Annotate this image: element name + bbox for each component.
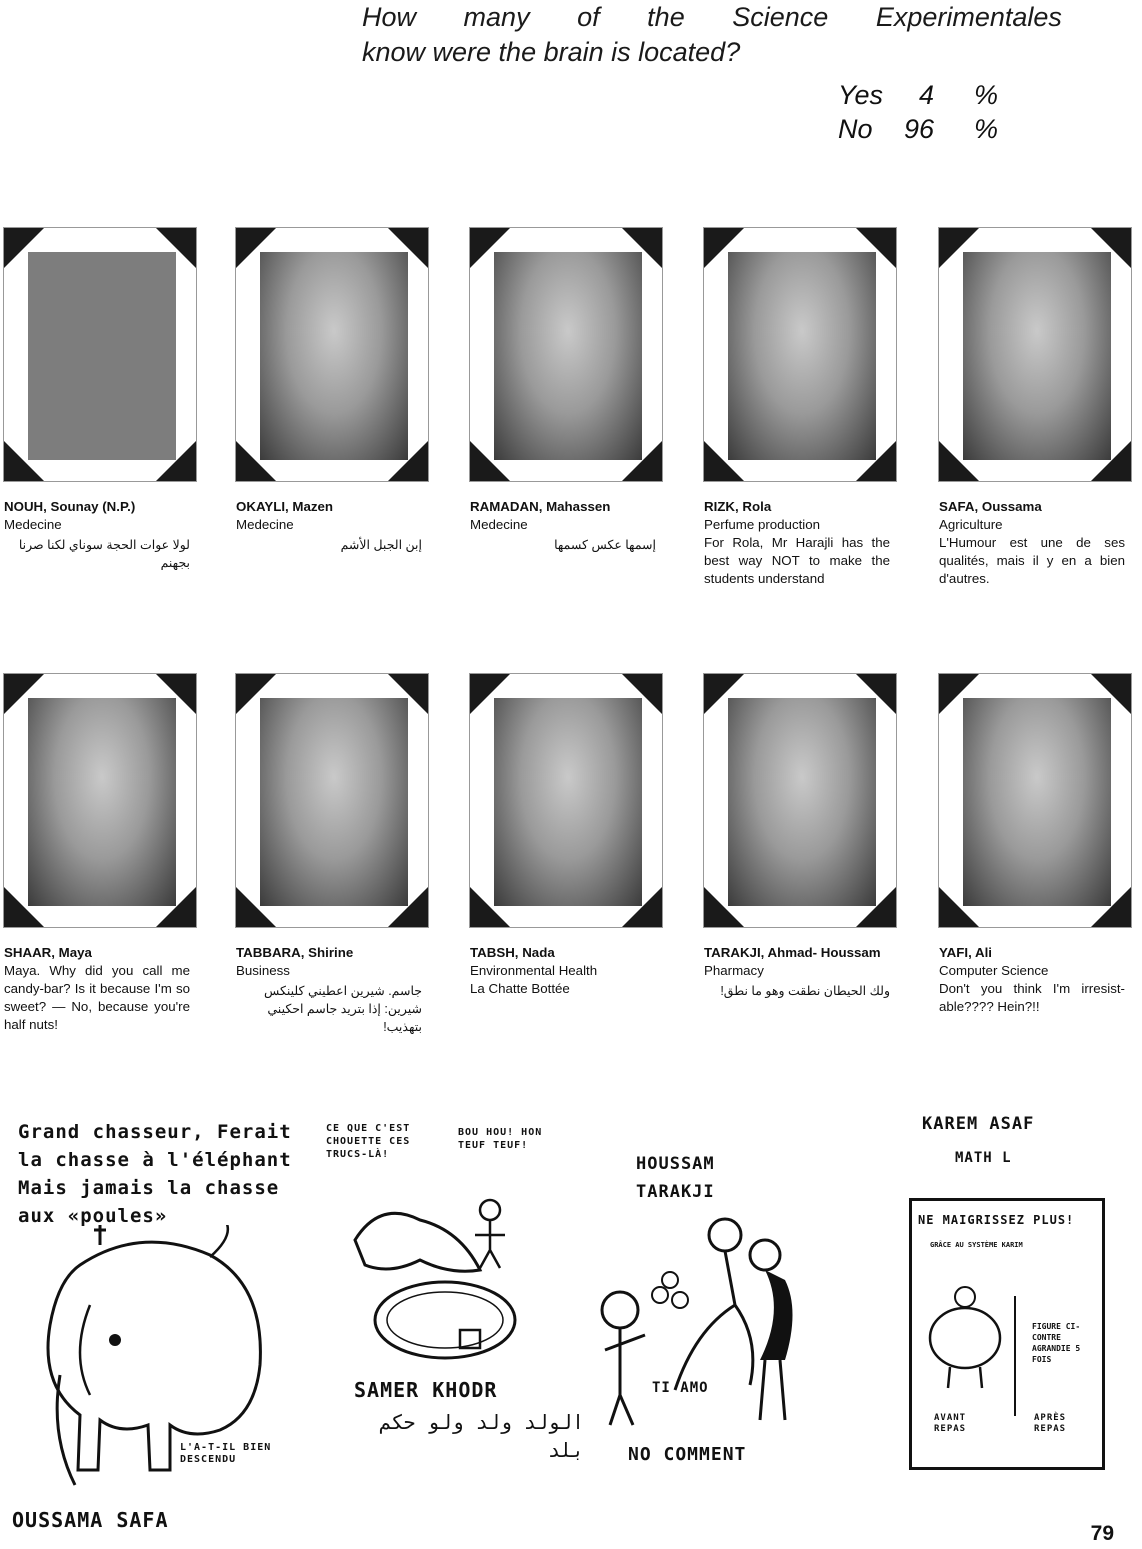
student-photo	[260, 698, 408, 906]
photo-corner	[622, 887, 662, 927]
sketch-khodr-speech-1: CE QUE C'EST CHOUETTE CES TRUCS-LÀ!	[326, 1123, 411, 1160]
student-caption	[704, 498, 890, 588]
student-caption	[470, 944, 656, 998]
photo-corner	[704, 674, 744, 714]
student-photo	[494, 252, 642, 460]
question-line-2: know were the brain is located?	[362, 37, 741, 67]
photo-corner	[156, 674, 196, 714]
photo-corner	[236, 228, 276, 268]
student-quote-arabic: لولا عوات الحجة سوناي لكنا صرنا بجهنم	[18, 538, 190, 570]
photo-frame	[235, 673, 429, 928]
photo-corner	[704, 887, 744, 927]
photo-corner	[1091, 674, 1131, 714]
student-field: Pharmacy	[704, 963, 764, 978]
photo-corner	[388, 228, 428, 268]
student-field: Perfume production	[704, 517, 821, 532]
student-comment: L'Humour est une de ses qualités, mais il y en a bien d'autres.	[939, 535, 1125, 586]
student-quote-arabic: إبن الجبل الأشم	[340, 538, 422, 552]
student-name: TABSH, Nada	[470, 945, 555, 960]
photo-corner	[856, 887, 896, 927]
sketch-tarakji-caption: NO COMMENT	[628, 1444, 747, 1465]
student-photo	[28, 698, 176, 906]
student-quote-arabic: جاسم. شيرين اعطيني كلينكس شيرين: إذا بتريد جاسم احكيني بتهذيب!	[264, 984, 422, 1034]
student-caption	[236, 944, 422, 1036]
photo-corner	[388, 441, 428, 481]
photo-corner	[622, 674, 662, 714]
photo-corner	[236, 441, 276, 481]
photo-corner	[1091, 887, 1131, 927]
diet-ad-title: NE MAIGRISSEZ PLUS!	[918, 1213, 1075, 1227]
student-field: Environmental Health	[470, 963, 598, 978]
photo-frame	[235, 227, 429, 482]
photo-corner	[4, 674, 44, 714]
photo-corner	[156, 887, 196, 927]
student-caption	[4, 944, 190, 1034]
photo-frame	[938, 227, 1132, 482]
photo-corner	[1091, 228, 1131, 268]
photo-corner	[856, 228, 896, 268]
student-field: Medecine	[4, 517, 62, 532]
photo-corner	[236, 887, 276, 927]
photo-corner	[388, 887, 428, 927]
train-drawing	[330, 1180, 540, 1370]
photo-corner	[939, 441, 979, 481]
student-photo	[728, 698, 876, 906]
result-unit: %	[973, 114, 998, 144]
student-caption	[4, 498, 190, 572]
student-caption	[470, 498, 656, 554]
photo-corner	[939, 674, 979, 714]
ad-divider	[1014, 1296, 1016, 1416]
question-word: Experimentales	[875, 2, 1062, 32]
student-caption	[939, 498, 1125, 588]
student-quote-arabic: إسمها عكس كسمها	[554, 538, 656, 552]
photo-corner	[1091, 441, 1131, 481]
photo-corner	[622, 441, 662, 481]
sketch-khodr-name: SAMER KHODR	[354, 1378, 498, 1402]
sketch-asaf-class: MATH L	[955, 1150, 1012, 1166]
diet-ad-subtitle: GRÂCE AU SYSTÈME KARIM	[930, 1241, 1023, 1249]
photo-corner	[470, 674, 510, 714]
photo-corner	[388, 674, 428, 714]
student-photo	[260, 252, 408, 460]
result-value: 4	[918, 80, 934, 110]
photo-corner	[156, 441, 196, 481]
question-word: the	[647, 2, 685, 32]
photo-frame	[703, 673, 897, 928]
student-comment: Maya. Why did you call me candy-bar? Is it because I'm so sweet? — No, because you're half nuts!	[4, 963, 190, 1032]
sketch-khodr-speech-2: BOU HOU! HON TEUF TEUF!	[458, 1127, 543, 1151]
photo-corner	[4, 441, 44, 481]
photo-corner	[704, 441, 744, 481]
fat-man-drawing	[920, 1283, 1010, 1393]
photo-corner	[622, 228, 662, 268]
result-unit: %	[973, 80, 998, 110]
student-caption	[236, 498, 422, 554]
photo-corner	[470, 441, 510, 481]
photo-corner	[236, 674, 276, 714]
result-value: 96	[903, 114, 934, 144]
question-word: How	[362, 2, 417, 32]
student-photo	[728, 252, 876, 460]
result-label: No	[838, 114, 873, 144]
student-photo	[28, 252, 176, 460]
student-name: TABBARA, Shirine	[236, 945, 354, 960]
diet-ad-before: AVANT REPAS	[934, 1413, 967, 1434]
photo-corner	[470, 228, 510, 268]
student-comment: Don't you think I'm irresist-able???? Hein?!!	[939, 981, 1125, 1014]
photo-corner	[704, 228, 744, 268]
photo-corner	[856, 441, 896, 481]
photo-frame	[3, 227, 197, 482]
student-field: Medecine	[236, 517, 294, 532]
student-field: Computer Science	[939, 963, 1049, 978]
photo-corner	[939, 887, 979, 927]
sketch-safa-caption: Grand chasseur, Ferait la chasse à l'éléphant Mais jamais la chasse aux «poules»	[18, 1121, 292, 1227]
photo-corner	[4, 228, 44, 268]
sketch-tarakji-label: TI AMO	[652, 1380, 709, 1396]
student-comment: La Chatte Bottée	[470, 981, 570, 996]
question-word: many	[463, 2, 530, 32]
result-yes	[838, 78, 998, 112]
student-name: SAFA, Oussama	[939, 499, 1042, 514]
student-photo	[494, 698, 642, 906]
student-name: YAFI, Ali	[939, 945, 992, 960]
student-name: RIZK, Rola	[704, 499, 772, 514]
photo-frame	[3, 673, 197, 928]
photo-corner	[856, 674, 896, 714]
sketch-khodr-arabic: الولد ولد ولو حكم بلد	[379, 1410, 584, 1462]
student-caption	[939, 944, 1125, 1016]
student-name: RAMADAN, Mahassen	[470, 499, 611, 514]
survey-question	[362, 0, 1062, 70]
sketch-safa-note: L'A-T-IL BIEN DESCENDU	[180, 1442, 272, 1465]
student-field: Agriculture	[939, 517, 1003, 532]
photo-corner	[156, 228, 196, 268]
result-no	[838, 112, 998, 146]
student-photo	[963, 698, 1111, 906]
photo-frame	[469, 227, 663, 482]
student-name: SHAAR, Maya	[4, 945, 92, 960]
student-name: TARAKJI, Ahmad- Houssam	[704, 945, 881, 960]
result-label: Yes	[838, 80, 884, 110]
diet-ad-after: APRÈS REPAS	[1034, 1413, 1067, 1434]
photo-frame	[703, 227, 897, 482]
sketch-safa-name: OUSSAMA SAFA	[12, 1508, 169, 1532]
student-name: NOUH, Sounay (N.P.)	[4, 499, 136, 514]
diet-ad-note: FIGURE CI-CONTRE AGRANDIE 5 FOIS	[1032, 1322, 1081, 1364]
student-comment: For Rola, Mr Harajli has the best way NOT to make the students understand	[704, 535, 890, 586]
question-word: Science	[732, 2, 829, 32]
survey-results	[838, 78, 998, 146]
student-caption	[704, 944, 890, 1000]
student-field: Business	[236, 963, 290, 978]
student-quote-arabic: ولك الحيطان نطقت وهو ما نطق!	[720, 984, 890, 998]
photo-frame	[469, 673, 663, 928]
photo-corner	[939, 228, 979, 268]
photo-corner	[4, 887, 44, 927]
student-name: OKAYLI, Mazen	[236, 499, 334, 514]
sketch-tarakji-name: HOUSSAM TARAKJI	[636, 1154, 715, 1202]
photo-corner	[470, 887, 510, 927]
sketch-asaf-name: KAREM ASAF	[922, 1114, 1035, 1134]
romance-drawing	[585, 1210, 815, 1430]
photo-frame	[938, 673, 1132, 928]
page-number: 79	[1090, 1522, 1114, 1545]
diet-ad-box	[909, 1198, 1105, 1470]
question-word: of	[577, 2, 600, 32]
student-field: Medecine	[470, 517, 528, 532]
student-photo	[963, 252, 1111, 460]
